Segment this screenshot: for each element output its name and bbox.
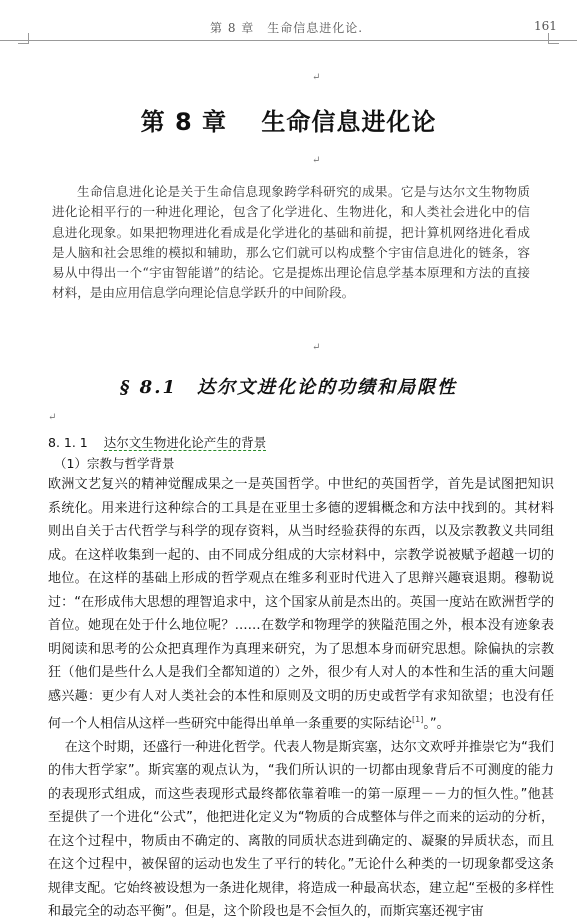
paragraph-end: 。”。 [423,716,450,732]
paragraph-mark-icon: ↵ [312,155,321,166]
chapter-title: 第 8 章 生命信息进化论 [140,108,437,136]
body-text [48,473,554,924]
page-header [0,0,577,41]
margin-corner-left [18,33,29,44]
paragraph-mark-icon: ↵ [48,412,57,423]
paragraph-text: 在这个时期，还盛行一种进化哲学。代表人物是斯宾塞，达尔文欢呼并推崇它为“我们的伟大哲学家”。斯宾塞的观点认为，“我们所认识的一切都由现象背后不可测度的能力的表现形式组成，而这些表现形式最终都依靠着唯一的第一原理－－力的恒久性。”他甚至提供了一个进化“公式”，他把进化定义为“物质的合成整体与伴之而来的运动的分析，在这个过程中，物质由不确定的、离散的同质状态进到确定的、凝聚的异质状态，而且在这个过程中，被保留的运动也发生了平行的转化。”无论什么种类的一切现象都受这条规律支配。它始终被设想为一条进化规律，将造成一种最高状态，建立起“至极的多样性和最完全的动态平衡”。但是，这个阶段也是不会恒久的，而斯宾塞还视宇宙 [48,739,554,920]
margin-corner-right [548,33,559,44]
paragraph-text: 欧洲文艺复兴的精神觉醒成果之一是英国哲学。中世纪的英国哲学，首先是试图把知识系统化。用来进行这种综合的工具是在亚里士多德的逻辑概念和方法中找到的。其材料则出自关于古代哲学与科学的现存资料，从当时经验获得的东西，以及宗教教义共同组成。在这样收集到一起的、由不同成分组成的大宗材料中，宗教学说被赋予超越一切的地位。在这样的基础上形成的哲学观点在维多利亚时代进入了思辩兴趣衰退期。穆勒说过：“在形成伟大思想的理智追求中，这个国家从前是杰出的。英国一度站在欧洲哲学的首位。她现在处于什么地位呢？……在数学和物理学的狭隘范围之外，根本没有迹象表明阅读和思考的公众把真理作为真理来研究，为了思想本身而研究思想。除偏执的宗教狂（他们是些什么人是我们全都知道的）之外，很少有人对人的本性和生活的重大问题感兴趣：更少有人对人类社会的本性和原则及文明的历史或哲学有求知欲望；也没有任何一个人相信从这样一些研究中能得出单单一条重要的实际结论 [48,477,554,732]
subsection-heading [48,433,266,451]
paragraph [48,736,554,924]
section-heading: § 8.1 达尔文进化论的功绩和局限性 [120,377,457,398]
citation-ref: [1] [412,715,424,724]
page-number: 161 [534,19,557,33]
chapter-abstract: 生命信息进化论是关于生命信息现象跨学科研究的成果。它是与达尔文生物物质进化论相平行的一种进化理论，包含了化学进化、生物进化，和人类社会进化中的信息进化现象。如果把物理进化看成是化学进化的基础和前提，把计算机网络进化看成是人脑和社会思维的模拟和辅助，那么它们就可以构成整个宇宙信息进化的链条，容易从中得出一个“宇宙智能谱”的结论。它是提炼出理论信息学基本原理和方法的直接材料，是由应用信息学向理论信息学跃升的中间阶段。 [52,184,530,301]
sub-subsection-heading: （1）宗教与哲学背景 [54,456,175,471]
paragraph [48,473,554,736]
running-title: 第 8 章 生命信息进化论. [210,21,364,35]
paragraph-mark-icon: ↵ [312,342,321,353]
subsection-number: 8. 1. 1 [48,435,88,450]
paragraph-mark-icon: ↵ [312,72,321,83]
subsection-title: 达尔文生物进化论产生的背景 [103,435,267,450]
